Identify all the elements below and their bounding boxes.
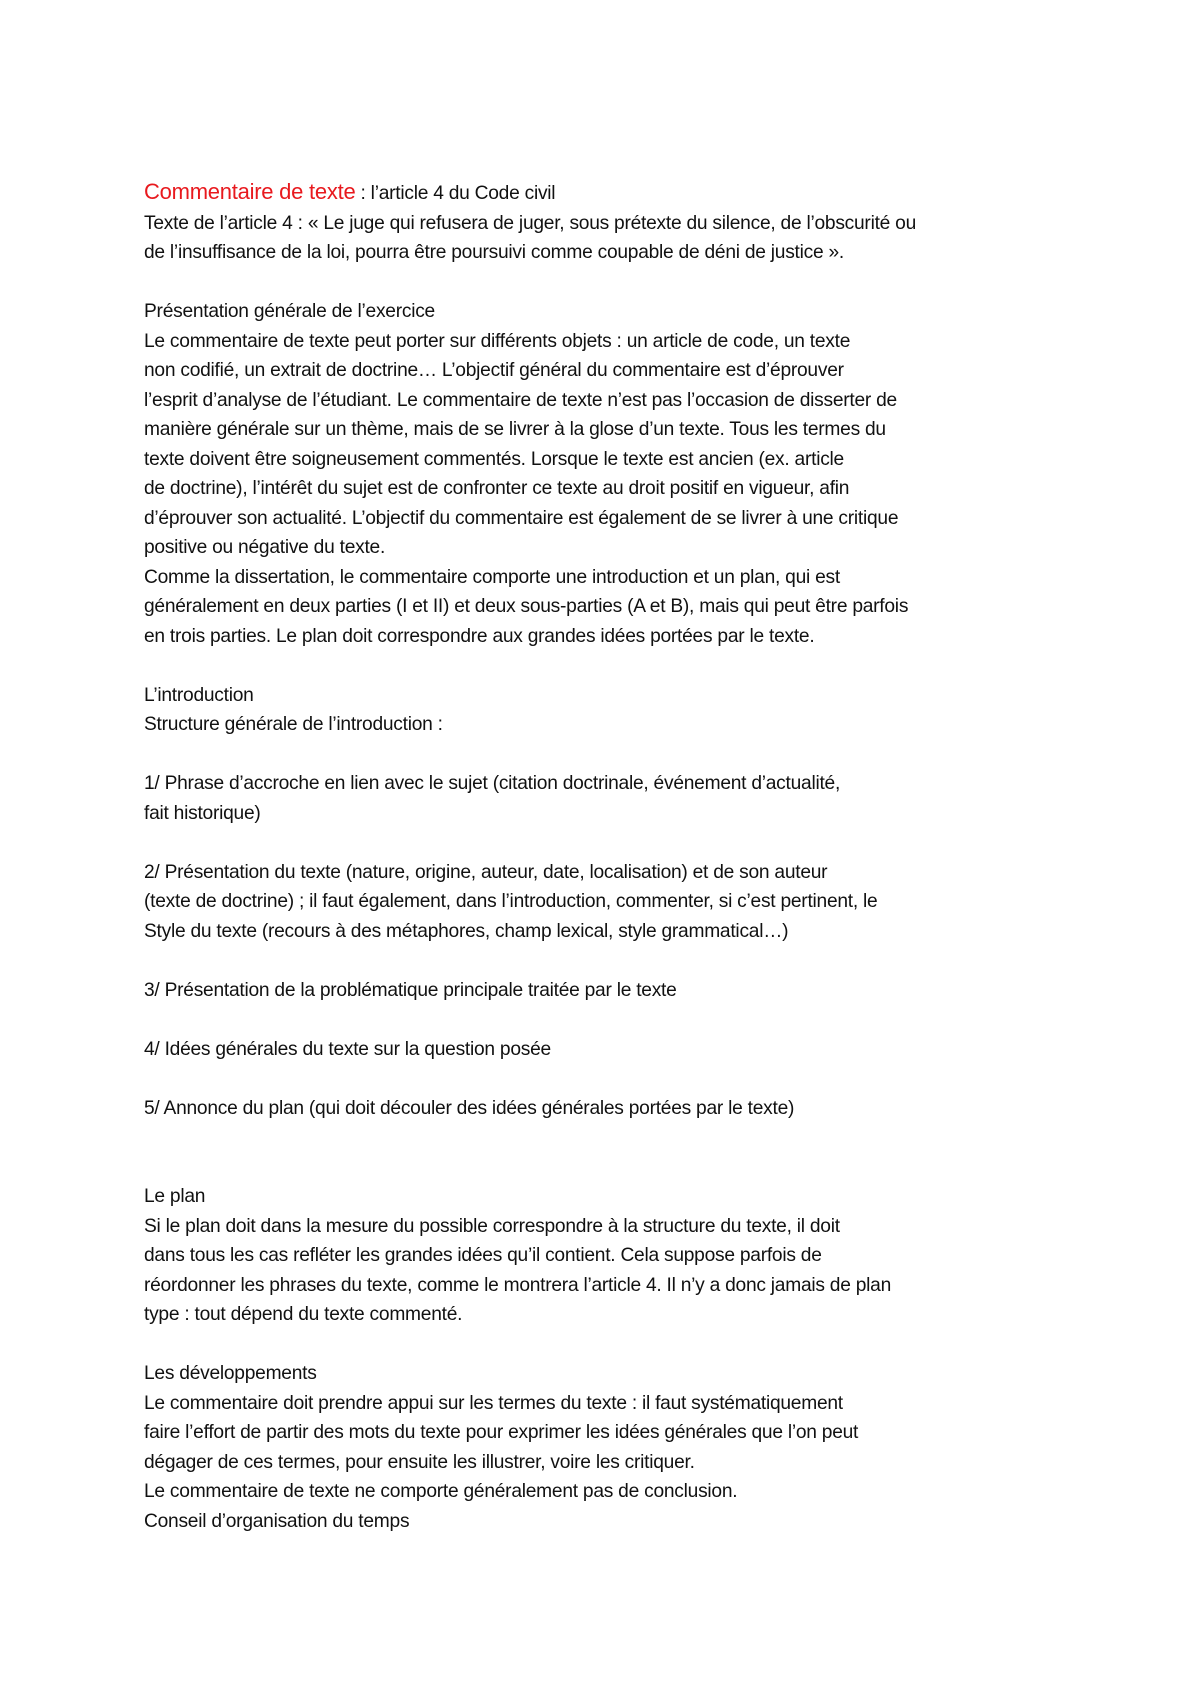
spacer [144,1123,1084,1153]
spacer [144,828,1084,858]
section-heading-developpements: Les développements [144,1363,317,1384]
paragraph-line: positive ou négative du texte. [144,537,386,558]
paragraph-line: faire l’effort de partir des mots du texte pour exprimer les idées générales que l’on peut [144,1422,859,1443]
spacer [144,1330,1084,1360]
spacer [144,1064,1084,1094]
article-text-line: de l’insuffisance de la loi, pourra être poursuivi comme coupable de déni de justice ». [144,242,844,263]
paragraph-line: de doctrine), l’intérêt du sujet est de confronter ce texte au droit positif en vigueur, afin [144,478,850,499]
paragraph-line: type : tout dépend du texte commenté. [144,1304,463,1325]
title-highlight: Commentaire de texte [144,179,356,204]
spacer [144,946,1084,976]
spacer [144,1005,1084,1035]
intro-step-2-line: 2/ Présentation du texte (nature, origine, auteur, date, localisation) et de son auteur [144,861,828,883]
intro-step-4-line: 4/ Idées générales du texte sur la question posée [144,1038,551,1060]
paragraph-line: réordonner les phrases du texte, comme le montrera l’article 4. Il n’y a donc jamais de plan [144,1274,892,1296]
spacer [144,651,1084,681]
paragraph-line: non codifié, un extrait de doctrine… L’objectif général du commentaire est d’éprouver [144,360,844,381]
spacer [144,268,1084,298]
document-page [144,177,1084,1536]
paragraph-line: l’esprit d’analyse de l’étudiant. Le commentaire de texte n’est pas l’occasion de disserter de [144,389,897,411]
paragraph-line: Le commentaire doit prendre appui sur les termes du texte : il faut systématiquement [144,1392,843,1414]
intro-step-1-line: 1/ Phrase d’accroche en lien avec le sujet (citation doctrinale, événement d’actualité, [144,773,841,794]
paragraph-line: Conseil d’organisation du temps [144,1510,410,1532]
intro-step-2-line: Style du texte (recours à des métaphores, champ lexical, style grammatical…) [144,920,789,942]
paragraph-line: dans tous les cas refléter les grandes idées qu’il contient. Cela suppose parfois de [144,1245,822,1266]
paragraph-line: en trois parties. Le plan doit correspondre aux grandes idées portées par le texte. [144,625,815,647]
paragraph-line: Le commentaire de texte peut porter sur différents objets : un article de code, un texte [144,330,851,352]
section-heading-plan: Le plan [144,1186,206,1207]
intro-step-2-line: (texte de doctrine) ; il faut également, dans l’introduction, commenter, si c’est pertinent, le [144,891,878,912]
title-rest: : l’article 4 du Code civil [355,183,556,204]
paragraph-line: Comme la dissertation, le commentaire comporte une introduction et un plan, qui est [144,566,840,588]
introduction-subheading: Structure générale de l’introduction : [144,714,443,735]
paragraph-line: Si le plan doit dans la mesure du possible correspondre à la structure du texte, il doit [144,1215,840,1237]
paragraph-line: dégager de ces termes, pour ensuite les illustrer, voire les critiquer. [144,1451,695,1473]
spacer [144,740,1084,770]
paragraph-line: manière générale sur un thème, mais de se livrer à la glose d’un texte. Tous les termes du [144,419,886,440]
paragraph-line: texte doivent être soigneusement commentés. Lorsque le texte est ancien (ex. article [144,448,844,470]
intro-step-1-line: fait historique) [144,802,261,824]
intro-step-5-line: 5/ Annonce du plan (qui doit découler des idées générales portées par le texte) [144,1097,795,1119]
section-heading-presentation: Présentation générale de l’exercice [144,301,435,322]
section-heading-introduction: L’introduction [144,684,254,706]
spacer [144,1153,1084,1183]
article-text-line: Texte de l’article 4 : « Le juge qui refusera de juger, sous prétexte du silence, de l’obscurité ou [144,212,917,234]
paragraph-line: Le commentaire de texte ne comporte généralement pas de conclusion. [144,1481,738,1502]
paragraph-line: d’éprouver son actualité. L’objectif du commentaire est également de se livrer à une critique [144,507,899,529]
document-title [144,177,1084,209]
intro-step-3-line: 3/ Présentation de la problématique principale traitée par le texte [144,979,677,1001]
paragraph-line: généralement en deux parties (I et II) et deux sous-parties (A et B), mais qui peut être parfois [144,596,909,617]
